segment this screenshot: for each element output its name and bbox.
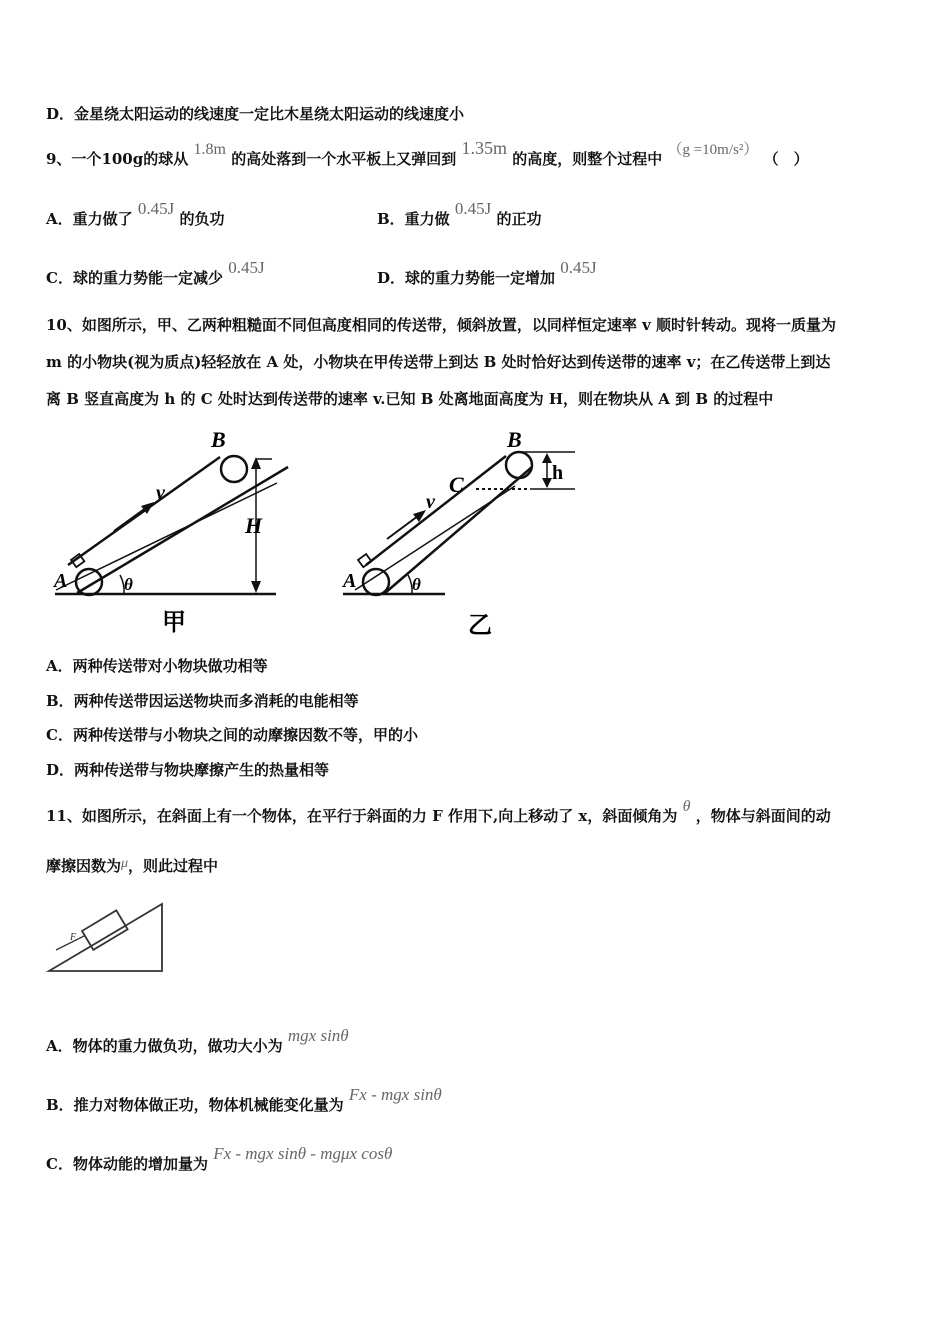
- q9-height-1: 1.8m: [193, 141, 226, 158]
- q9-option-b-text: B．重力做: [377, 210, 450, 228]
- q10-conveyor-figure: [40, 425, 600, 640]
- q9-option-d-text: D．球的重力势能一定增加: [377, 269, 556, 287]
- q9-stem-c: 的高处落到一个水平板上又弹回到: [231, 150, 457, 168]
- q9-option-b-tail: 的正功: [496, 210, 542, 228]
- q10-line-3: 离 B 竖直高度为 h 的 C 处时达到传送带的速率 v.已知 B 处离地面高度为 H，则在物块从 A 到 B 的过程中: [46, 390, 774, 408]
- yi-label-A: A: [343, 570, 357, 592]
- q9-stem-b: 的球从: [143, 150, 189, 168]
- q9-option-a: [46, 199, 225, 229]
- q11-option-c: [46, 1144, 393, 1174]
- q10-line-2: m 的小物块(视为质点)轻轻放在 A 处，小物块在甲传送带上到达 B 处时恰好达到传送带的速率 v；在乙传送带上到达: [46, 353, 831, 371]
- q9-option-c: [46, 258, 265, 288]
- q9-stem-d: 的高度，则整个过程中: [512, 150, 663, 168]
- q9-option-b-value: 0.45J: [454, 199, 492, 218]
- yi-label-v: v: [426, 491, 435, 513]
- q9-option-a-text: A．重力做了: [46, 210, 133, 228]
- q11-option-b-text: B．推力对物体做正功，物体机械能变化量为: [46, 1096, 344, 1114]
- q9-height-2: 1.35m: [461, 138, 507, 158]
- jia-label-v: v: [156, 482, 165, 504]
- q9-option-d: [377, 258, 597, 288]
- q11-option-a: [46, 1026, 349, 1056]
- q9-stem: [46, 138, 809, 169]
- q11-mu: μ: [121, 856, 129, 871]
- yi-label-C: C: [449, 472, 464, 497]
- q10-option-d: D．两种传送带与物块摩擦产生的热量相等: [46, 761, 330, 779]
- q11-line-1b: ，物体与斜面间的动: [695, 807, 831, 825]
- q9-option-b: [377, 199, 542, 229]
- q9-option-d-value: 0.45J: [560, 258, 597, 277]
- jia-label-B: B: [211, 427, 226, 452]
- q11-option-b-expr: Fx - mgx sinθ: [348, 1085, 442, 1104]
- q11-line-1: [46, 798, 831, 826]
- q11-theta: θ: [682, 798, 691, 815]
- q9-g-note: （g =10m/s²）: [667, 142, 759, 158]
- yi-caption: 乙: [468, 611, 492, 639]
- q11-option-c-expr: Fx - mgx sinθ - mgμx cosθ: [213, 1144, 393, 1163]
- q8-option-d: D．金星绕太阳运动的线速度一定比木星绕太阳运动的线速度小: [46, 105, 465, 123]
- jia-label-H: H: [245, 513, 263, 538]
- q10-line-1: 10、如图所示，甲、乙两种粗糙面不同但高度相同的传送带，倾斜放置，以同样恒定速率 v 顺时针转动。现将一质量为: [46, 316, 837, 334]
- q11-line-2: [46, 855, 218, 876]
- q9-blank: （ ）: [763, 150, 809, 168]
- q10-option-c: C．两种传送带与小物块之间的动摩擦因数不等，甲的小: [46, 726, 418, 744]
- q10-option-b: B．两种传送带因运送物块而多消耗的电能相等: [46, 692, 359, 710]
- q11-option-b: [46, 1085, 442, 1115]
- q9-stem-a: 9、一个: [46, 150, 102, 168]
- q11-option-c-text: C．物体动能的增加量为: [46, 1155, 208, 1173]
- jia-h-arrow-bottom-icon: [251, 581, 261, 593]
- q11-incline-figure: [44, 898, 174, 978]
- yi-label-B: B: [507, 427, 522, 452]
- q11-line-2a: 摩擦因数为: [46, 857, 122, 875]
- q9-option-a-tail: 的负功: [179, 210, 225, 228]
- q9-mass: 100g: [101, 150, 144, 168]
- q11-label-F: F: [70, 932, 77, 943]
- q11-line-2b: ，则此过程中: [128, 857, 219, 875]
- yi-h-arrow-bottom-icon: [542, 478, 552, 488]
- q9-option-c-value: 0.45J: [228, 258, 265, 277]
- yi-label-h: h: [552, 462, 564, 484]
- q11-option-a-text: A．物体的重力做负功，做功大小为: [46, 1037, 283, 1055]
- q9-option-a-value: 0.45J: [137, 199, 175, 218]
- jia-label-A: A: [54, 570, 68, 592]
- jia-label-theta: θ: [124, 575, 133, 594]
- q11-option-a-expr: mgx sinθ: [287, 1026, 349, 1045]
- q10-option-a: A．两种传送带对小物块做功相等: [46, 657, 268, 675]
- yi-label-theta: θ: [412, 575, 421, 594]
- jia-caption: 甲: [162, 608, 186, 636]
- q11-line-1a: 11、如图所示，在斜面上有一个物体，在平行于斜面的力 F 作用下,向上移动了 x，斜面倾角为: [46, 807, 678, 825]
- yi-h-arrow-top-icon: [542, 453, 552, 463]
- q9-option-c-text: C．球的重力势能一定减少: [46, 269, 223, 287]
